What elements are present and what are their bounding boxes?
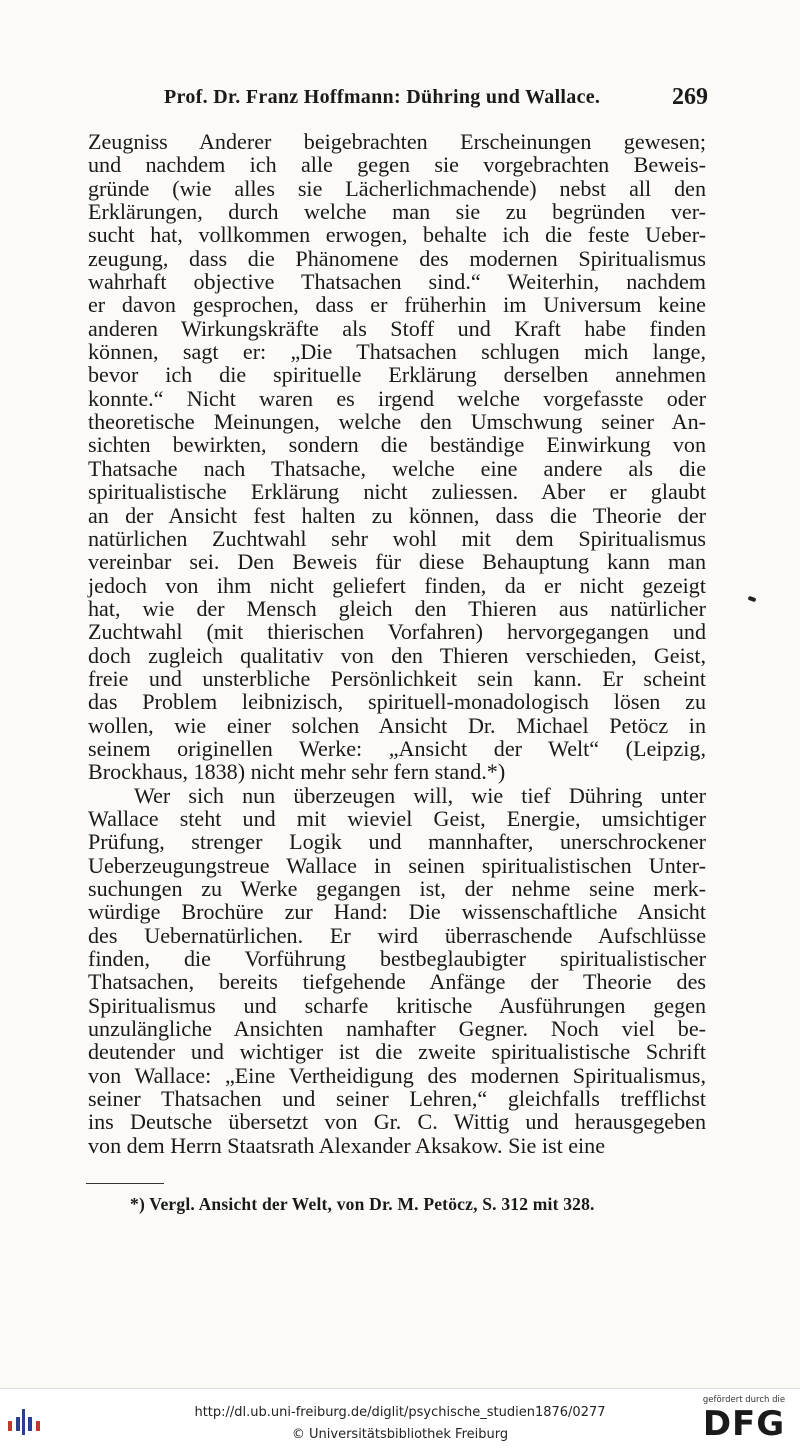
- text-line: seiner Thatsachen und seiner Lehren,“ gleichfalls trefflichst: [88, 1086, 706, 1112]
- text-line: natürlichen Zuchtwahl sehr wohl mit dem Spiritualismus: [88, 525, 706, 551]
- permalink-url[interactable]: http://dl.ub.uni-freiburg.de/diglit/psychische_studien1876/0277: [194, 1405, 606, 1420]
- text-line: bevor ich die spirituelle Erklärung derselben annehmen: [88, 362, 706, 388]
- text-line: finden, die Vorführung bestbeglaubigter spiritualistischer: [88, 946, 706, 972]
- text-line: Erklärungen, durch welche man sie zu begründen ver-: [88, 199, 706, 225]
- text-line: sucht hat, vollkommen erwogen, behalte ich die feste Ueber-: [88, 222, 706, 248]
- text-line: zeugung, dass die Phänomene des modernen Spiritualismus: [88, 245, 706, 271]
- text-line: und nachdem ich alle gegen sie vorgebrachten Beweis-: [88, 152, 706, 178]
- dfg-funding-note: gefördert durch die: [702, 1395, 786, 1405]
- paragraph-2: [88, 784, 706, 1158]
- dfg-logo-text: DFG: [702, 1404, 786, 1444]
- text-line: des Uebernatürlichen. Er wird überraschende Aufschlüsse: [88, 922, 706, 948]
- text-line: spiritualistische Erklärung nicht zuliessen. Aber er glaubt: [88, 479, 706, 505]
- paragraph-1: [88, 130, 706, 784]
- footnote: *) Vergl. Ansicht der Welt, von Dr. M. Petöcz, S. 312 mit 328.: [130, 1194, 595, 1214]
- text-line: Spiritualismus und scharfe kritische Ausführungen gegen: [88, 992, 706, 1018]
- text-line: Wer sich nun überzeugen will, wie tief Dühring unter: [134, 782, 706, 808]
- text-line: anderen Wirkungskräfte als Stoff und Kraft habe finden: [88, 315, 706, 341]
- text-line: von dem Herrn Staatsrath Alexander Aksakow. Sie ist eine: [88, 1132, 606, 1158]
- text-line: Thatsachen, bereits tiefgehende Anfänge der Theorie des: [88, 969, 706, 995]
- text-line: Wallace steht und mit wieviel Geist, Energie, umsichtiger: [88, 805, 706, 831]
- text-line: Prüfung, strenger Logik und mannhafter, unerschrockener: [88, 829, 706, 855]
- text-line: gründe (wie alles sie Lächerlichmachende) nebst all den: [88, 175, 706, 201]
- body-text: [88, 130, 706, 1157]
- text-line: freie und unsterbliche Persönlichkeit sein kann. Er scheint: [88, 665, 706, 691]
- text-line: konnte.“ Nicht waren es irgend welche vorgefasste oder: [88, 385, 706, 411]
- text-line: doch zugleich qualitativ von den Thieren verschieden, Geist,: [88, 642, 706, 668]
- text-line: von Wallace: „Eine Vertheidigung des modernen Spiritualismus,: [88, 1062, 706, 1088]
- text-line: deutender und wichtiger ist die zweite spiritualistische Schrift: [88, 1039, 706, 1065]
- running-head: Prof. Dr. Franz Hoffmann: Dühring und Wallace.: [164, 86, 601, 108]
- text-line: Zuchtwahl (mit thierischen Vorfahren) hervorgegangen und: [88, 619, 706, 645]
- text-line: Thatsache nach Thatsache, welche eine andere als die: [88, 455, 706, 481]
- text-line: Ueberzeugungstreue Wallace in seinen spiritualistischen Unter-: [88, 852, 706, 878]
- text-line: können, sagt er: „Die Thatsachen schlugen mich lange,: [88, 339, 706, 365]
- text-line: seinem originellen Werke: „Ansicht der Welt“ (Leipzig,: [88, 735, 706, 761]
- copyright-notice: © Universitätsbibliothek Freiburg: [291, 1427, 509, 1442]
- footnote-rule: [86, 1183, 164, 1184]
- text-line: jedoch von ihm nicht geliefert finden, da er nicht gezeigt: [88, 572, 706, 598]
- viewer-footer: [0, 1388, 800, 1451]
- text-line: suchungen zu Werke gegangen ist, der nehme seine merk-: [88, 876, 706, 901]
- text-line: vereinbar sei. Den Beweis für diese Behauptung kann man: [88, 549, 706, 575]
- text-line: wollen, wie einer solchen Ansicht Dr. Michael Petöcz in: [88, 712, 706, 738]
- text-line: hat, wie der Mensch gleich den Thieren aus natürlicher: [88, 595, 706, 621]
- page-number: 269: [672, 84, 708, 110]
- dfg-logo: [696, 1393, 792, 1449]
- text-line: Zeugniss Anderer beigebrachten Erscheinungen gewesen;: [88, 129, 706, 154]
- stray-ink-mark: [748, 596, 757, 602]
- text-line: das Problem leibnizisch, spirituell-monadologisch lösen zu: [88, 689, 706, 715]
- text-line: Brockhaus, 1838) nicht mehr sehr fern stand.*): [88, 759, 506, 785]
- text-line: würdige Brochüre zur Hand: Die wissenschaftliche Ansicht: [88, 899, 706, 925]
- text-line: unzulängliche Ansichten namhafter Gegner. Noch viel be-: [88, 1016, 706, 1042]
- page-header: [88, 84, 708, 116]
- text-line: wahrhaft objective Thatsachen sind.“ Weiterhin, nachdem: [88, 269, 706, 295]
- text-line: er davon gesprochen, dass er früherhin im Universum keine: [88, 292, 706, 318]
- text-line: an der Ansicht fest halten zu können, dass die Theorie der: [88, 502, 706, 528]
- text-line: ins Deutsche übersetzt von Gr. C. Wittig und herausgegeben: [88, 1109, 706, 1135]
- text-line: theoretische Meinungen, welche den Umschwung seiner An-: [88, 409, 706, 435]
- text-line: sichten bewirkten, sondern die beständige Einwirkung von: [88, 432, 706, 458]
